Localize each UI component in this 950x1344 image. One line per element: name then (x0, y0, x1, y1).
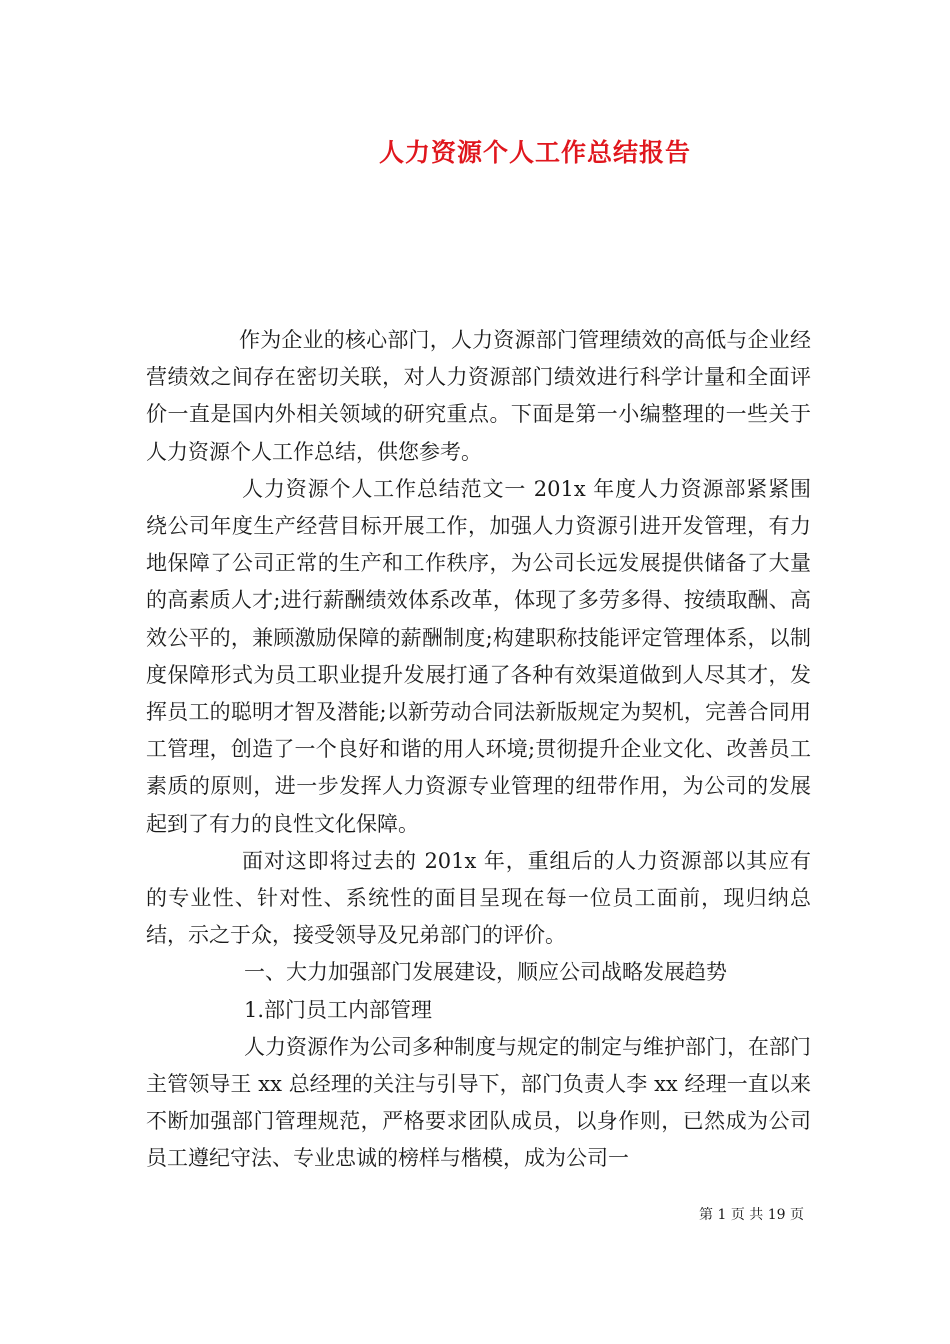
subsection-heading-1-1: 1.部门员工内部管理 (244, 997, 433, 1022)
paragraph-intro: 作为企业的核心部门，人力资源部门管理绩效的高低与企业经营绩效之间存在密切关联，对人力资源部门绩效进行科学计量和全面评价一直是国内外相关领域的研究重点。下面是第一小编整理的一些关于人力资源个人工作总结，供您参考。 (146, 328, 811, 464)
section-heading-1: 一、大力加强部门发展建设，顺应公司战略发展趋势 (244, 960, 727, 985)
document-title: 人力资源个人工作总结报告 (378, 138, 691, 167)
paragraph-sample-one: 人力资源个人工作总结范文一 201x 年度人力资源部紧紧围绕公司年度生产经营目标开展工作，加强人力资源引进开发管理，有力地保障了公司正常的生产和工作秩序，为公司长远发展提供储备了大量的高素质人才;进行薪酬绩效体系改革，体现了多劳多得、按绩取酬、高效公平的，兼顾激励保障的薪酬制度;构建职称技能评定管理体系，以制度保障形式为员工职业提升发展打通了各种有效渠道做到人尽其才，发挥员工的聪明才智及潜能;以新劳动合同法新版规定为契机，完善合同用工管理，创造了一个良好和谐的用人环境;贯彻提升企业文化、改善员工素质的原则，进一步发挥人力资源专业管理的纽带作用，为公司的发展起到了有力的良性文化保障。 (146, 476, 811, 836)
page-number: 第 1 页 共 19 页 (699, 1207, 804, 1223)
paragraph-review: 面对这即将过去的 201x 年，重组后的人力资源部以其应有的专业性、针对性、系统性的面目呈现在每一位员工面前，现归纳总结，示之于众，接受领导及兄弟部门的评价。 (146, 848, 811, 948)
document-body (146, 322, 811, 1178)
paragraph-internal-management: 人力资源作为公司多种制度与规定的制定与维护部门，在部门主管领导王 xx 总经理的关注与引导下，部门负责人李 xx 经理一直以来不断加强部门管理规范，严格要求团队成员，以身作则，已然成为公司员工遵纪守法、专业忠诚的榜样与楷模，成为公司一 (146, 1034, 811, 1171)
